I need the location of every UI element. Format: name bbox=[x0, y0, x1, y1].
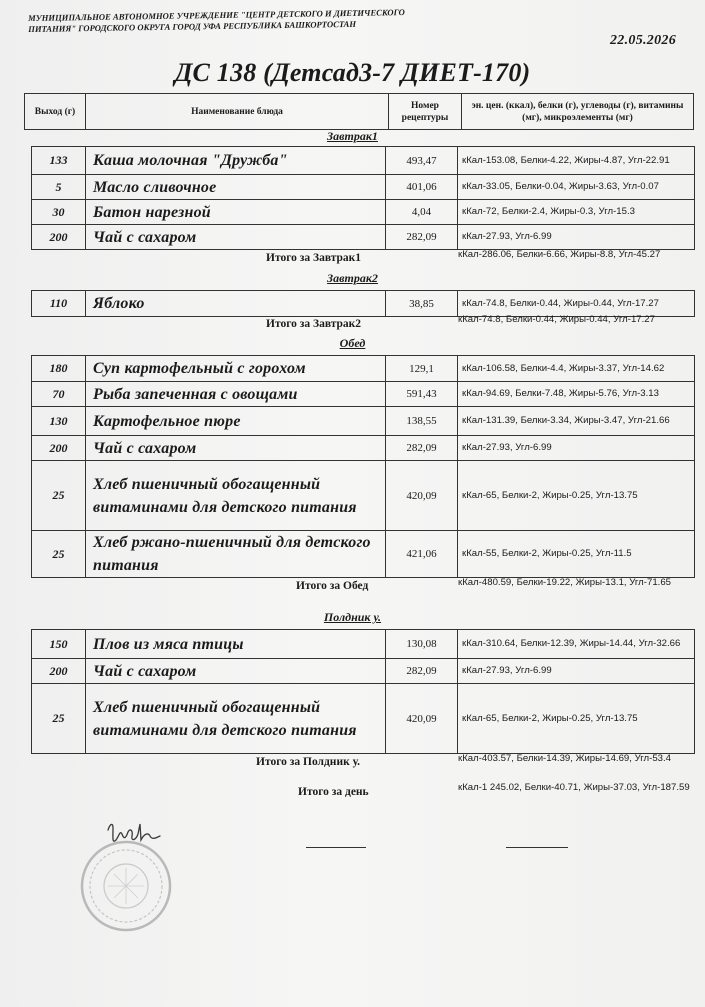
section-total-label: Итого за Завтрак1 bbox=[266, 252, 362, 264]
table-row bbox=[31, 435, 695, 461]
column-header-nutrition: эн. цен. (ккал), белки (г), углеводы (г), витамины (мг), микроэлементы (мг) bbox=[471, 100, 684, 123]
organization-name: МУНИЦИПАЛЬНОЕ АВТОНОМНОЕ УЧРЕЖДЕНИЕ "ЦЕНТР ДЕТСКОГО И ДИЕТИЧЕСКОГО ПИТАНИЯ" ГОРОДСКОГО ОКРУГА ГОРОД УФА РЕСПУБЛИКА БАШКОРТОСТАН bbox=[28, 7, 405, 34]
row-dish-name: Чай с сахаром bbox=[86, 436, 386, 460]
row-nutrition: кКал-27.93, Угл-6.99 bbox=[462, 665, 552, 676]
table-row bbox=[31, 530, 695, 578]
table-row bbox=[31, 355, 695, 382]
row-qty: 200 bbox=[32, 659, 86, 683]
row-qty: 25 bbox=[32, 461, 86, 530]
row-dish-name: Рыба запеченная с овощами bbox=[86, 382, 386, 406]
table-row bbox=[31, 460, 695, 531]
row-dish-name: Хлеб пшеничный обогащенный витаминами для детского питания bbox=[86, 461, 386, 530]
row-nutrition: кКал-33.05, Белки-0.04, Жиры-3.63, Угл-0.07 bbox=[462, 181, 659, 192]
row-qty: 133 bbox=[32, 147, 86, 174]
row-nutrition: кКал-74.8, Белки-0.44, Жиры-0.44, Угл-17.27 bbox=[462, 297, 659, 309]
section-total-value: кКал-480.59, Белки-19.22, Жиры-13.1, Угл-71.65 bbox=[458, 577, 671, 588]
table-row bbox=[31, 290, 695, 317]
section-total-label: Итого за Завтрак2 bbox=[266, 318, 362, 330]
table-header bbox=[24, 93, 694, 130]
row-qty: 200 bbox=[32, 225, 86, 249]
section-title-breakfast1: Завтрак1 bbox=[327, 129, 378, 143]
row-recipe-number: 38,85 bbox=[386, 291, 458, 316]
table-row bbox=[31, 174, 695, 200]
row-recipe-number: 130,08 bbox=[386, 630, 458, 658]
row-nutrition: кКал-131.39, Белки-3.34, Жиры-3.47, Угл-21.66 bbox=[462, 415, 670, 426]
column-header-name: Наименование блюда bbox=[86, 94, 389, 129]
row-dish-name: Картофельное пюре bbox=[86, 407, 386, 435]
row-qty: 110 bbox=[32, 291, 86, 316]
row-recipe-number: 420,09 bbox=[386, 461, 458, 530]
row-dish-name: Яблоко bbox=[86, 291, 386, 316]
row-recipe-number: 401,06 bbox=[386, 175, 458, 199]
row-dish-name: Плов из мяса птицы bbox=[86, 630, 386, 658]
row-recipe-number: 138,55 bbox=[386, 407, 458, 435]
row-nutrition: кКал-94.69, Белки-7.48, Жиры-5.76, Угл-3.13 bbox=[462, 388, 659, 399]
section-total-value: кКал-74.8, Белки-0.44, Жиры-0.44, Угл-17.27 bbox=[458, 314, 655, 325]
row-qty: 30 bbox=[32, 200, 86, 224]
row-qty: 200 bbox=[32, 436, 86, 460]
row-recipe-number: 282,09 bbox=[386, 436, 458, 460]
document-title: ДС 138 (Детсад3-7 ДИЕТ-170) bbox=[174, 58, 531, 87]
row-dish-name: Масло сливочное bbox=[86, 175, 386, 199]
document-date: 22.05.2026 bbox=[610, 33, 676, 48]
row-dish-name: Батон нарезной bbox=[86, 200, 386, 224]
section-total-label: Итого за Обед bbox=[296, 580, 369, 592]
row-dish-name: Хлеб ржано-пшеничный для детского питания bbox=[86, 531, 386, 577]
column-header-recipe: Номер рецептуры bbox=[389, 94, 462, 129]
section-total-value: кКал-403.57, Белки-14.39, Жиры-14.69, Угл-53.4 bbox=[458, 753, 671, 764]
row-dish-name: Чай с сахаром bbox=[86, 659, 386, 683]
row-qty: 180 bbox=[32, 356, 86, 381]
row-recipe-number: 129,1 bbox=[386, 356, 458, 381]
row-dish-name: Каша молочная "Дружба" bbox=[86, 147, 386, 174]
signature-line bbox=[506, 847, 568, 848]
table-row bbox=[31, 224, 695, 250]
row-recipe-number: 282,09 bbox=[386, 225, 458, 249]
day-total-value: кКал-1 245.02, Белки-40.71, Жиры-37.03, Угл-187.59 bbox=[458, 782, 690, 793]
day-total-label: Итого за день bbox=[298, 786, 369, 798]
row-recipe-number: 421,06 bbox=[386, 531, 458, 577]
row-dish-name: Хлеб пшеничный обогащенный витаминами для детского питания bbox=[86, 684, 386, 753]
signature-line bbox=[306, 847, 366, 848]
row-dish-name: Суп картофельный с горохом bbox=[86, 356, 386, 381]
row-nutrition: кКал-310.64, Белки-12.39, Жиры-14.44, Угл-32.66 bbox=[462, 638, 681, 649]
row-nutrition: кКал-153.08, Белки-4.22, Жиры-4.87, Угл-22.91 bbox=[462, 154, 670, 166]
row-nutrition: кКал-65, Белки-2, Жиры-0.25, Угл-13.75 bbox=[462, 489, 638, 501]
row-nutrition: кКал-72, Белки-2.4, Жиры-0.3, Угл-15.3 bbox=[462, 206, 635, 217]
table-row bbox=[31, 658, 695, 684]
section-title-breakfast2: Завтрак2 bbox=[327, 271, 378, 285]
table-row bbox=[31, 381, 695, 407]
column-header-qty: Выход (г) bbox=[25, 94, 86, 129]
section-total-label: Итого за Полдник у. bbox=[256, 756, 361, 768]
row-nutrition: кКал-106.58, Белки-4.4, Жиры-3.37, Угл-14.62 bbox=[462, 362, 665, 374]
table-row bbox=[31, 683, 695, 754]
row-recipe-number: 493,47 bbox=[386, 147, 458, 174]
row-recipe-number: 282,09 bbox=[386, 659, 458, 683]
row-nutrition: кКал-27.93, Угл-6.99 bbox=[462, 442, 552, 453]
row-dish-name: Чай с сахаром bbox=[86, 225, 386, 249]
row-qty: 150 bbox=[32, 630, 86, 658]
row-nutrition: кКал-55, Белки-2, Жиры-0.25, Угл-11.5 bbox=[462, 548, 632, 559]
row-qty: 5 bbox=[32, 175, 86, 199]
section-total-value: кКал-286.06, Белки-6.66, Жиры-8.8, Угл-45.27 bbox=[458, 249, 661, 260]
section-title-snack: Полдник у. bbox=[323, 610, 382, 624]
row-recipe-number: 591,43 bbox=[386, 382, 458, 406]
row-recipe-number: 4,04 bbox=[386, 200, 458, 224]
row-nutrition: кКал-27.93, Угл-6.99 bbox=[462, 231, 552, 242]
row-qty: 25 bbox=[32, 531, 86, 577]
row-nutrition: кКал-65, Белки-2, Жиры-0.25, Угл-13.75 bbox=[462, 712, 638, 724]
table-row bbox=[31, 146, 695, 175]
row-qty: 25 bbox=[32, 684, 86, 753]
stamp-seal bbox=[78, 838, 174, 934]
row-recipe-number: 420,09 bbox=[386, 684, 458, 753]
table-row bbox=[31, 199, 695, 225]
table-row bbox=[31, 406, 695, 436]
section-title-lunch: Обед bbox=[339, 336, 366, 350]
row-qty: 130 bbox=[32, 407, 86, 435]
table-row bbox=[31, 629, 695, 659]
row-qty: 70 bbox=[32, 382, 86, 406]
